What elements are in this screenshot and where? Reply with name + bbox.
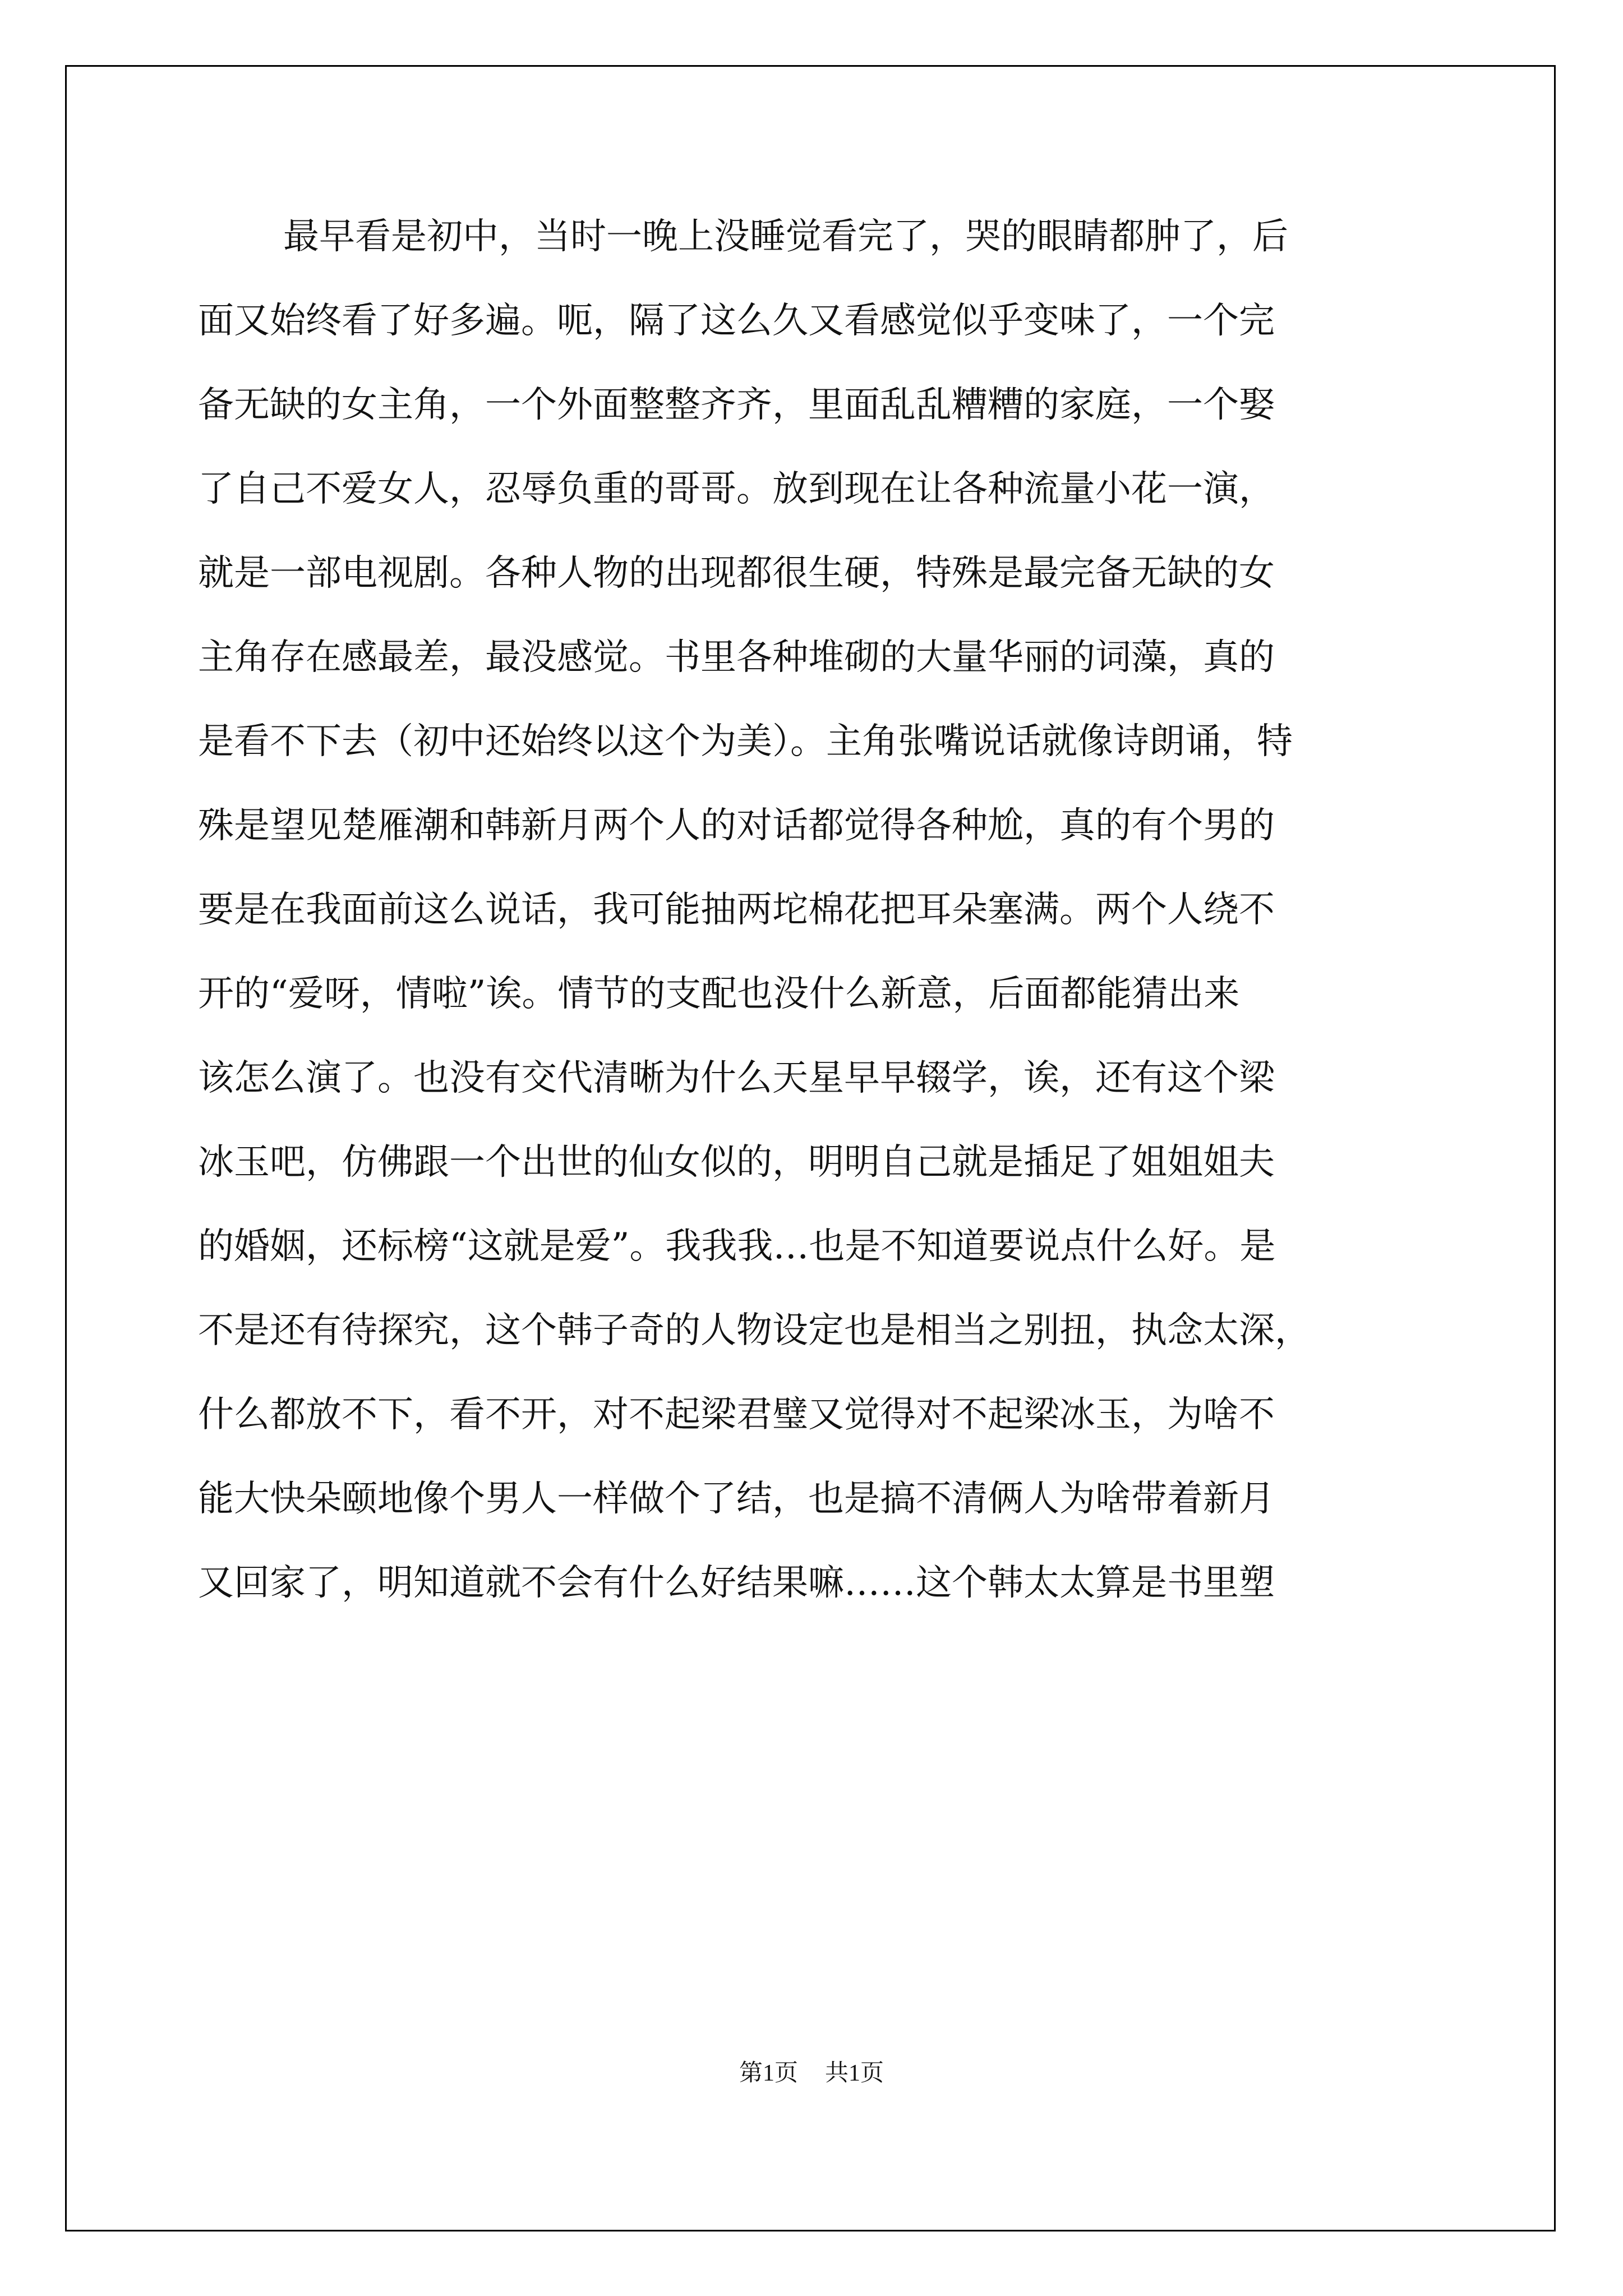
paragraph-line: 是看不下去（初中还始终以这个为美）。主角张嘴说话就像诗朗诵，特 xyxy=(198,721,1293,762)
paragraph-line: 开的“爱呀，情啦”诶。情节的支配也没什么新意，后面都能猜出来 xyxy=(198,973,1240,1015)
page-footer xyxy=(0,2058,1623,2089)
paragraph-line: 备无缺的女主角，一个外面整整齐齐，里面乱乱糟糟的家庭，一个娶 xyxy=(198,384,1275,426)
paragraph-line: 就是一部电视剧。各种人物的出现都很生硬，特殊是最完备无缺的女 xyxy=(198,553,1275,594)
paragraph-line: 最早看是初中，当时一晚上没睡觉看完了，哭的眼睛都肿了，后 xyxy=(283,216,1288,257)
page-number: 第1页 xyxy=(739,2060,798,2086)
paragraph-line: 要是在我面前这么说话，我可能抽两坨棉花把耳朵塞满。两个人绕不 xyxy=(198,889,1275,931)
page-total: 共1页 xyxy=(825,2060,884,2086)
paragraph-line: 不是还有待探究，这个韩子奇的人物设定也是相当之别扭，执念太深， xyxy=(198,1310,1311,1351)
paragraph-line: 面又始终看了好多遍。呃，隔了这么久又看感觉似乎变味了，一个完 xyxy=(198,300,1275,342)
paragraph-line: 能大快朵颐地像个男人一样做个了结，也是搞不清俩人为啥带着新月 xyxy=(198,1478,1275,1520)
paragraph-line: 该怎么演了。也没有交代清晰为什么天星早早辍学，诶，还有这个梁 xyxy=(198,1057,1275,1099)
paragraph-line: 主角存在感最差，最没感觉。书里各种堆砌的大量华丽的词藻，真的 xyxy=(198,637,1275,678)
paragraph-line: 了自己不爱女人，忍辱负重的哥哥。放到现在让各种流量小花一演， xyxy=(198,468,1275,510)
paragraph-line: 又回家了，明知道就不会有什么好结果嘛……这个韩太太算是书里塑 xyxy=(198,1562,1275,1604)
paragraph-line: 殊是望见楚雁潮和韩新月两个人的对话都觉得各种尬，真的有个男的 xyxy=(198,805,1275,846)
paragraph-line: 的婚姻，还标榜“这就是爱”。我我我…也是不知道要说点什么好。是 xyxy=(198,1226,1276,1267)
paragraph-line: 什么都放不下，看不开，对不起梁君璧又觉得对不起梁冰玉，为啥不 xyxy=(198,1394,1275,1435)
paragraph-line: 冰玉吧，仿佛跟一个出世的仙女似的，明明自己就是插足了姐姐姐夫 xyxy=(198,1142,1275,1183)
